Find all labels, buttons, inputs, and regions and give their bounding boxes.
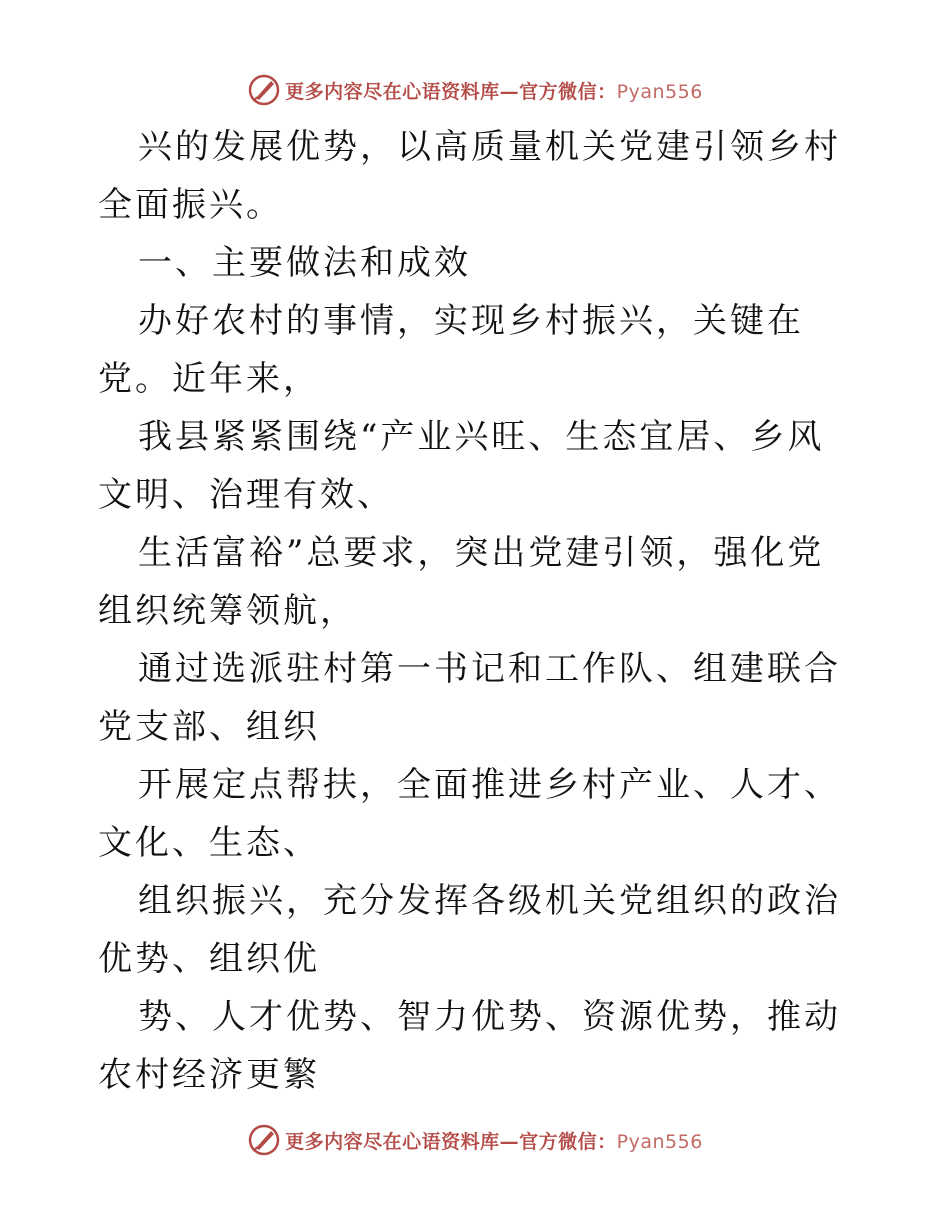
paragraph: 通过选派驻村第一书记和工作队、组建联合党支部、组织	[98, 649, 841, 747]
paragraph: 兴的发展优势，以高质量机关党建引领乡村全面振兴。	[98, 127, 841, 225]
document-body	[98, 118, 858, 1104]
quill-pen-icon	[247, 73, 281, 107]
paragraph: 我县紧紧围绕“产业兴旺、生态宜居、乡风文明、治理有效、	[98, 417, 825, 515]
paragraph: 办好农村的事情，实现乡村振兴，关键在党。近年来，	[98, 301, 804, 399]
quill-pen-icon	[247, 1123, 281, 1157]
section-heading: 一、主要做法和成效	[138, 243, 471, 283]
watermark-text: 更多内容尽在心语资料库—官方微信：Pyan556	[285, 80, 703, 103]
header-watermark	[0, 70, 950, 110]
paragraph: 势、人才优势、智力优势、资源优势，推动农村经济更繁	[98, 997, 841, 1095]
paragraph: 生活富裕”总要求，突出党建引领，强化党组织统筹领航，	[98, 533, 825, 631]
paragraph: 开展定点帮扶，全面推进乡村产业、人才、文化、生态、	[98, 765, 841, 863]
watermark-text: 更多内容尽在心语资料库—官方微信：Pyan556	[285, 1130, 703, 1153]
footer-watermark	[0, 1120, 950, 1160]
paragraph: 组织振兴，充分发挥各级机关党组织的政治优势、组织优	[98, 881, 841, 979]
